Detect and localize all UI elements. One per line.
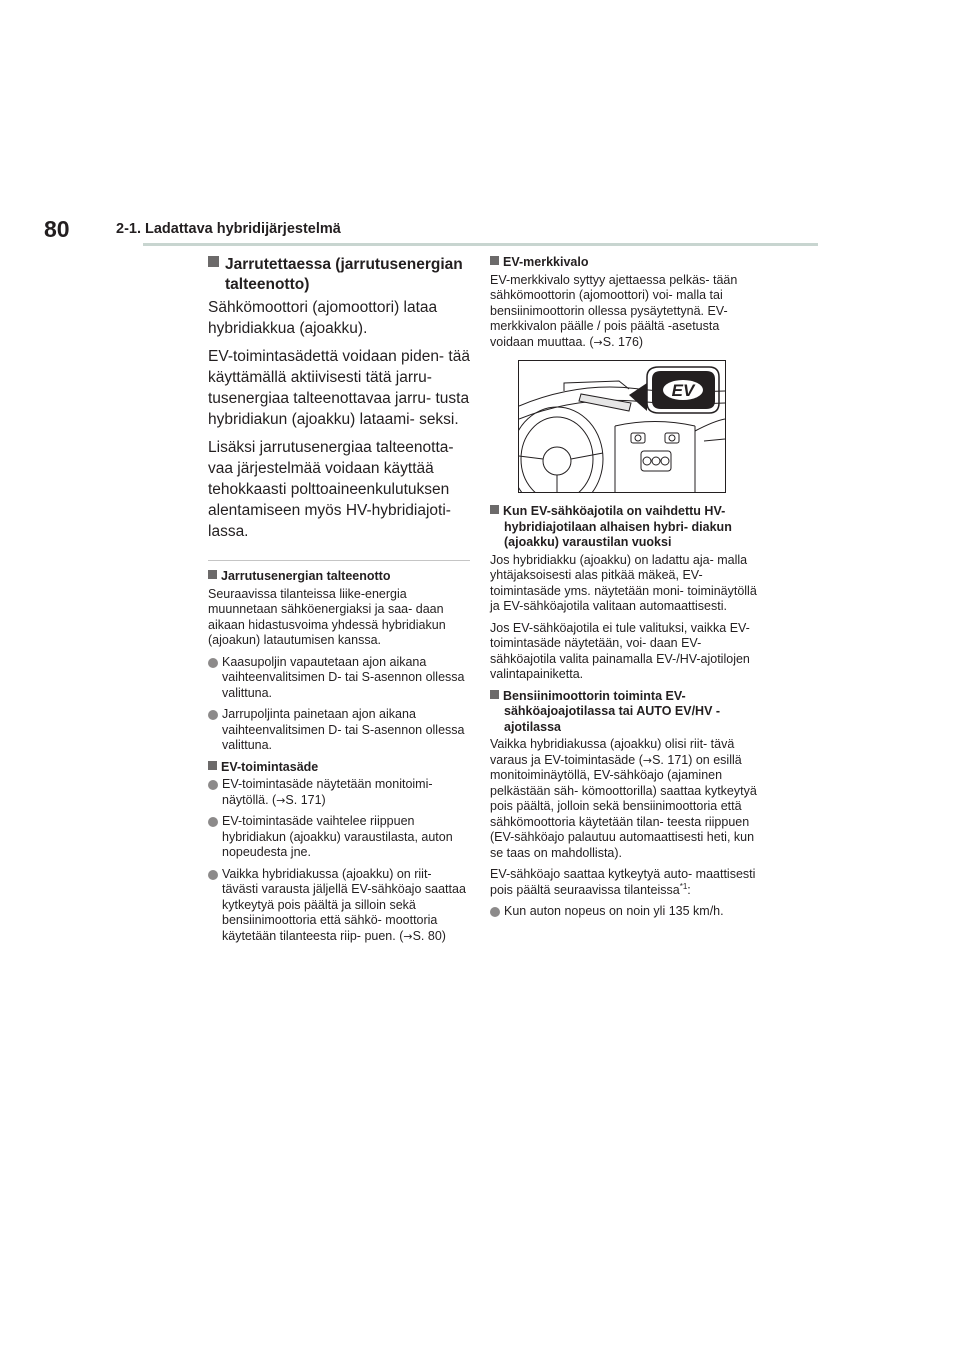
divider xyxy=(208,560,470,561)
section-heading-braking: Jarrutettaessa (jarrutusenergian talteenotto) xyxy=(208,255,470,295)
paragraph: EV-sähköajo saattaa kytkeytyä auto- maattisesti pois päältä seuraavissa tilanteissa$^{*1}$: xyxy=(490,867,756,897)
square-bullet-icon xyxy=(208,570,217,579)
footnote-marker: *1 xyxy=(679,881,688,891)
ev-indicator-icon: EV xyxy=(671,381,695,400)
arrow-icon: → xyxy=(642,753,653,767)
square-bullet-icon xyxy=(490,505,499,514)
dashboard-illustration-svg xyxy=(519,361,725,492)
paragraph: Jos hybridiakku (ajoakku) on ladattu aja- malla yhtäjaksoisesti alas pitkää mäkeä, EV-toimintasäde yms. näytetään moni- toiminäytöllä ja EV-sähköajotila valitaan automaattisesti. xyxy=(490,552,757,613)
page-header xyxy=(143,0,818,246)
circle-bullet-icon xyxy=(208,817,218,827)
paragraph: Lisäksi jarrutusenergiaa talteenotta- vaa järjestelmää voidaan käyttää tehokkaasti polttoaineenkulutuksen alentamiseen myös HV-hybridiajoti- lassa. xyxy=(208,439,454,540)
section-title: 2-1. Ladattava hybridijärjestelmä xyxy=(116,221,341,237)
page-reference-link[interactable]: S. 80) xyxy=(412,928,446,943)
dashboard-illustration xyxy=(518,360,726,493)
circle-bullet-icon xyxy=(490,907,500,917)
paragraph: Vaikka hybridiakussa (ajoakku) olisi riit- tävä varaus ja EV-toimintasäde (→S. 171) on esillä monitoiminäytöllä, EV-sähköajo (ajaminen pelkästään säh- kömoottorilla) saattaa kytkeytyä pois päältä, jolloin sekä bensiinimoottoria että sähkömoottoria käytetään tilan- teesta riippuen (EV-sähköajo palautuu automaattisesti heti, kun se taas on mahdollista). xyxy=(490,737,757,860)
paragraph: Jos EV-sähköajotila ei tule valituksi, vaikka EV-toimintasäde näytetään, voi- daan EV-sähköajotila valita painamalla EV-/HV-ajotilojen valintapainiketta. xyxy=(490,620,750,681)
circle-bullet-icon xyxy=(208,870,218,880)
left-column xyxy=(208,255,470,950)
subheading-engine-operation: Bensiinimoottorin toiminta EV- sähköajoajotilassa tai AUTO EV/HV -ajotilassa xyxy=(490,689,760,736)
square-bullet-icon xyxy=(208,256,219,267)
bullet-item: Vaikka hybridiakussa (ajoakku) on riit- tävästi varausta jäljellä EV-sähköajo saattaa kytkeytyä pois päältä ja silloin sekä bensiinimoottoria että sähkö- moottoria käytetään tilanteesta riip- puen. (→S. 80) xyxy=(208,867,470,945)
subheading-ev-range: EV-toimintasäde xyxy=(208,760,470,776)
right-column xyxy=(490,255,760,926)
square-bullet-icon xyxy=(208,761,217,770)
page-reference-link[interactable]: S. 171) on esillä monitoiminäytöllä, EV-sähköajo (ajaminen pelkästään säh- kömoottorilla) saattaa kytkeytyä pois päältä, jolloin sekä bensiinimoottoria että sähkömoottoria käytetään tilan- teesta riippuen (EV-sähköajo palautuu automaattisesti heti, kun se taas on mahdollista). xyxy=(490,752,757,860)
page-number: 80 xyxy=(44,216,70,242)
bullet-item: Jarrupoljinta painetaan ajon aikana vaihteenvalitsimen D- tai S-asennon ollessa valittuna. xyxy=(208,707,470,754)
header-rule xyxy=(143,243,818,246)
bullet-item: EV-toimintasäde vaihtelee riippuen hybridiakun (ajoakku) varaustilasta, auton nopeudesta jne. xyxy=(208,814,470,861)
arrow-icon: → xyxy=(403,929,413,943)
page-reference-link[interactable]: S. 176) xyxy=(602,334,644,349)
subheading-regeneration: Jarrutusenergian talteenotto xyxy=(208,569,470,585)
bullet-item: Kaasupoljin vapautetaan ajon aikana vaihteenvalitsimen D- tai S-asennon ollessa valittuna. xyxy=(208,655,470,702)
arrow-icon: → xyxy=(593,335,603,349)
square-bullet-icon xyxy=(490,690,499,699)
subheading-ev-indicator: EV-merkkivalo xyxy=(490,255,760,271)
paragraph: Sähkömoottori (ajomoottori) lataa hybridiakkua (ajoakku). xyxy=(208,299,438,337)
page-reference-link[interactable]: S. 171) xyxy=(285,792,326,807)
paragraph: EV-merkkivalo syttyy ajettaessa pelkäs- tään sähkömoottorin (ajomoottori) voi- malla tai bensiinimoottorin ollessa pysäytettynä. EV-merkkivalon päälle / pois päältä -asetusta voidaan muuttaa. (→S. 176) xyxy=(490,272,738,349)
circle-bullet-icon xyxy=(208,780,218,790)
paragraph: Seuraavissa tilanteissa liike-energia muunnetaan sähköenergiaksi ja saa- daan aikaan hidastusvoima yhdessä hybridiakun (ajoakun) latautumisen kanssa. xyxy=(208,586,446,647)
arrow-icon: → xyxy=(276,793,286,807)
subheading-ev-to-hv: Kun EV-sähköajotila on vaihdettu HV-hybridiajotilaan alhaisen hybri- diakun (ajoakku) varaustilan vuoksi xyxy=(490,504,760,551)
square-bullet-icon xyxy=(490,256,499,265)
bullet-item: Kun auton nopeus on noin yli 135 km/h. xyxy=(490,904,760,920)
circle-bullet-icon xyxy=(208,658,218,668)
bullet-item: EV-toimintasäde näytetään monitoimi- näytöllä. (→S. 171) xyxy=(208,777,470,808)
circle-bullet-icon xyxy=(208,710,218,720)
paragraph: EV-toimintasädettä voidaan piden- tää käyttämällä aktiivisesti tätä jarru- tusenergiaa talteenottavaa jarru- tusta hybridiakun (ajoakku) lataami- seksi. xyxy=(208,348,470,428)
